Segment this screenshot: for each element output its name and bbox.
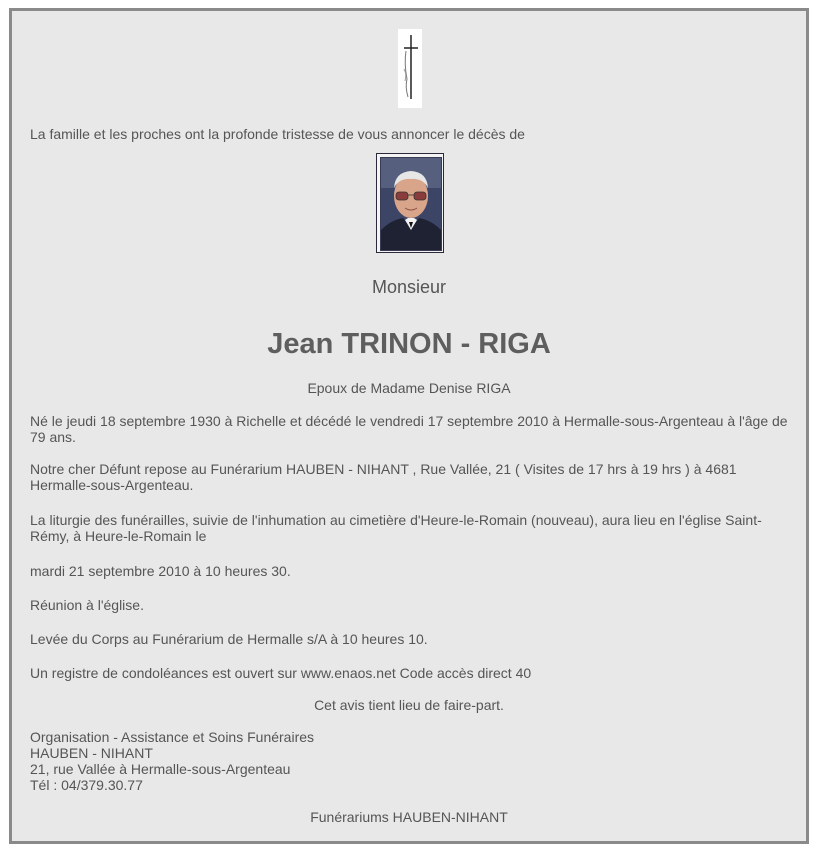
registry-text: Un registre de condoléances est ouvert sur www.enaos.net Code accès direct 40: [30, 665, 532, 681]
organisation-phone: Tél : 04/379.30.77: [30, 777, 143, 793]
levee-text: Levée du Corps au Funérarium de Hermalle s/A à 10 heures 10.: [30, 631, 428, 647]
organisation-block: [30, 729, 795, 793]
deceased-name: Jean TRINON - RIGA: [267, 328, 551, 360]
organisation-address: 21, rue Vallée à Hermalle-sous-Argenteau: [30, 761, 291, 777]
cross-icon: [398, 29, 422, 108]
liturgy-text: La liturgie des funérailles, suivie de l'inhumation au cimetière d'Heure-le-Romain (nouveau), aura lieu en l'église Saint-Rémy, à Heure-le-Romain le: [30, 512, 762, 544]
ceremony-date: mardi 21 septembre 2010 à 10 heures 30.: [30, 563, 291, 579]
honorific: Monsieur: [371, 277, 447, 297]
portrait-photo: [376, 153, 444, 253]
intro-text: La famille et les proches ont la profonde tristesse de vous annoncer le décès de: [30, 126, 525, 142]
spouse-line: Epoux de Madame Denise RIGA: [307, 380, 511, 396]
rests-text: Notre cher Défunt repose au Funérarium HAUBEN - NIHANT , Rue Vallée, 21 ( Visites de 17 hrs à 19 hrs ) à 4681 Hermalle-sous-Argenteau.: [30, 461, 737, 493]
organisation-name: HAUBEN - NIHANT: [30, 745, 153, 761]
faire-part-text: Cet avis tient lieu de faire-part.: [314, 697, 504, 713]
obituary-card: [9, 8, 809, 844]
footer-text: Funérariums HAUBEN-NIHANT: [310, 809, 508, 825]
meeting-text: Réunion à l'église.: [30, 597, 144, 613]
organisation-line: Organisation - Assistance et Soins Funéraires: [30, 729, 315, 745]
birth-death-text: Né le jeudi 18 septembre 1930 à Richelle et décédé le vendredi 17 septembre 2010 à Hermalle-sous-Argenteau à l'âge de 79 ans.: [30, 413, 788, 445]
